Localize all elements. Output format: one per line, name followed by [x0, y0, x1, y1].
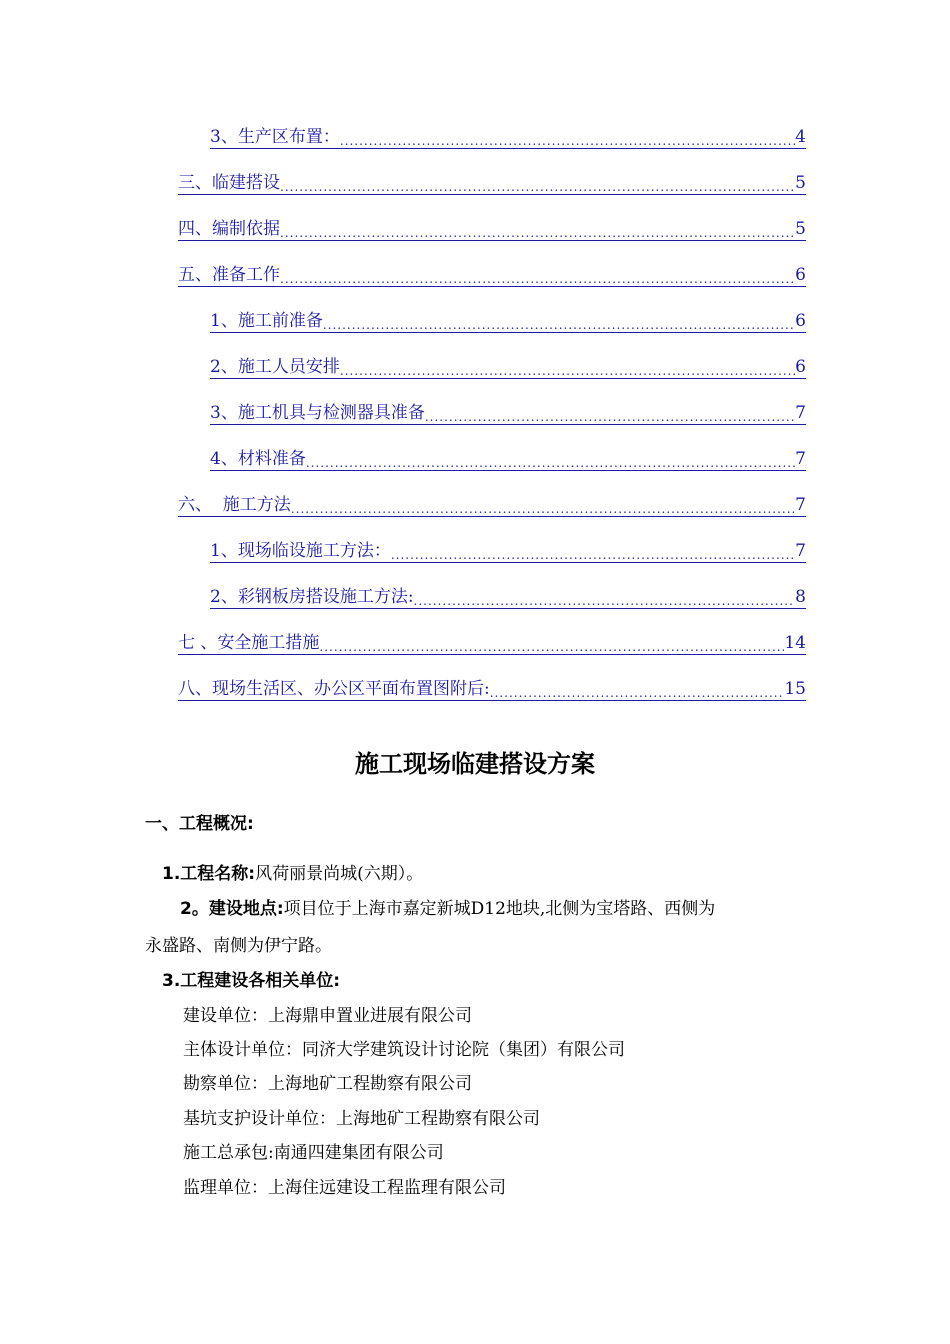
project-name-label: 1.工程名称: [162, 864, 256, 884]
toc-entry[interactable]: 2、彩钢板房搭设施工方法: ..... 8 [210, 585, 806, 609]
related-units-heading: 3.工程建设各相关单位: [162, 971, 341, 991]
toc-entry[interactable]: 1、现场临设施工方法： ..... 7 [210, 539, 806, 563]
unit-line: 施工总承包:南通四建集团有限公司 [183, 1143, 444, 1163]
toc-entry[interactable]: 七 、安全施工措施 ..... 14 [178, 631, 806, 655]
unit-line: 勘察单位：上海地矿工程勘察有限公司 [183, 1074, 472, 1094]
toc-entry[interactable]: 四、编制依据 ..... 5 [178, 217, 806, 241]
toc-entry[interactable]: 三、临建搭设 ..... 5 [178, 171, 806, 195]
toc-entry[interactable]: 六、 施工方法 ..... 7 [178, 493, 806, 517]
unit-line: 主体设计单位：同济大学建筑设计讨论院（集团）有限公司 [183, 1040, 625, 1060]
toc-entry[interactable]: 2、施工人员安排 ..... 6 [210, 355, 806, 379]
unit-line: 基坑支护设计单位：上海地矿工程勘察有限公司 [183, 1109, 540, 1129]
project-name [162, 862, 423, 886]
toc-entry[interactable]: 五、准备工作 ..... 6 [178, 263, 806, 287]
project-name-value: 风荷丽景尚城(六期）。 [255, 864, 424, 884]
project-location-label: 2。建设地点: [180, 899, 284, 919]
project-location [180, 897, 715, 921]
project-location-value: 项目位于上海市嘉定新城D12地块,北侧为宝塔路、西侧为 [283, 899, 716, 919]
project-location-continued: 永盛路、南侧为伊宁路。 [145, 936, 332, 956]
toc-entry[interactable]: 八、现场生活区、办公区平面布置图附后: ..... 15 [178, 677, 806, 701]
toc-entry[interactable]: 4、材料准备 ..... 7 [210, 447, 806, 471]
section-heading: 一、工程概况: [145, 814, 254, 834]
toc-entry[interactable]: 3、施工机具与检测器具准备 ..... 7 [210, 401, 806, 425]
unit-line: 建设单位：上海鼎申置业进展有限公司 [183, 1006, 472, 1026]
document-title: 施工现场临建搭设方案 [355, 750, 595, 778]
unit-line: 监理单位：上海住远建设工程监理有限公司 [183, 1178, 506, 1198]
toc-entry[interactable]: 3、生产区布置： ..... 4 [210, 125, 806, 149]
toc-entry[interactable]: 1、施工前准备 ..... 6 [210, 309, 806, 333]
